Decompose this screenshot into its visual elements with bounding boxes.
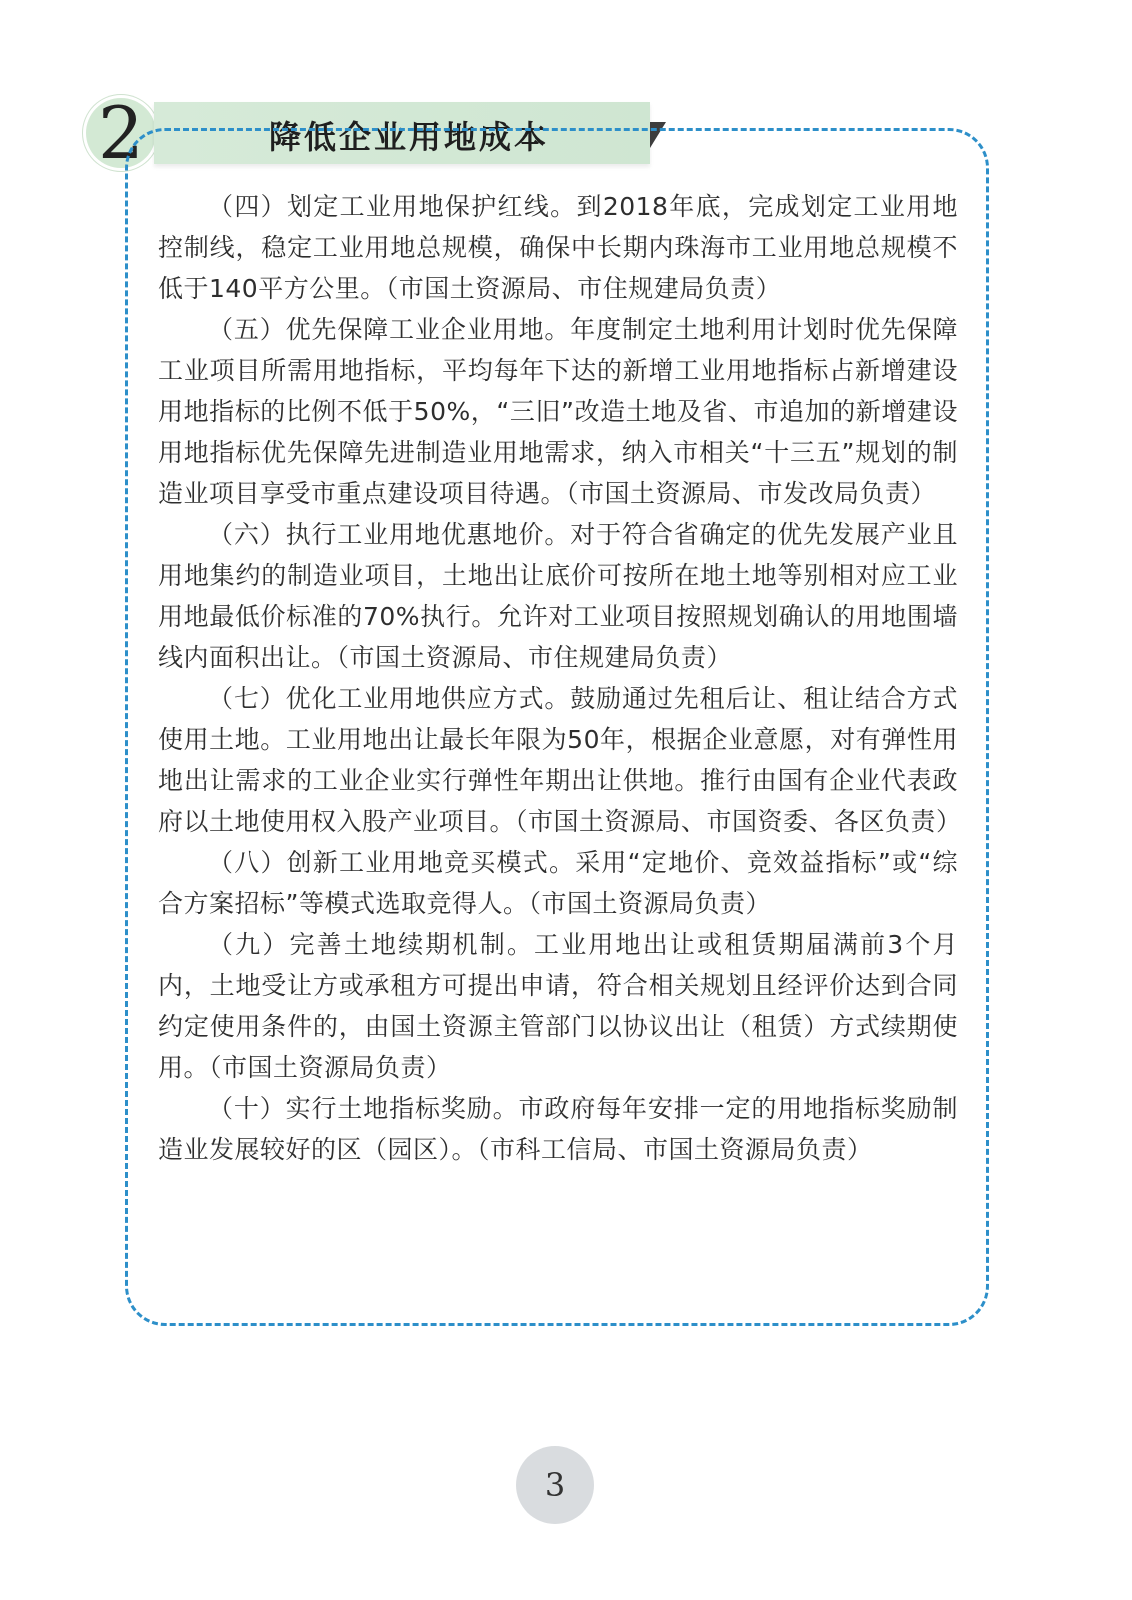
page-number: 3 xyxy=(544,1466,566,1504)
paragraph-8: （八）创新工业用地竞买模式。采用“定地价、竞效益指标”或“综合方案招标”等模式选取竞得人。（市国土资源局负责） xyxy=(158,848,958,918)
paragraph-4: （四）划定工业用地保护红线。到2018年底，完成划定工业用地控制线，稳定工业用地总规模，确保中长期内珠海市工业用地总规模不低于140平方公里。（市国土资源局、市住规建局负责） xyxy=(158,192,958,303)
page-number-badge xyxy=(516,1446,594,1524)
paragraph-9: （九）完善土地续期机制。工业用地出让或租赁期届满前3个月内，土地受让方或承租方可提出申请，符合相关规划且经评价达到合同约定使用条件的，由国土资源主管部门以协议出让（租赁）方式续期使用。（市国土资源局负责） xyxy=(158,930,958,1082)
section-number: 2 xyxy=(98,91,144,175)
paragraph-10: （十）实行土地指标奖励。市政府每年安排一定的用地指标奖励制造业发展较好的区（园区）。（市科工信局、市国土资源局负责） xyxy=(158,1094,958,1164)
paragraph-7: （七）优化工业用地供应方式。鼓励通过先租后让、租让结合方式使用土地。工业用地出让最长年限为50年，根据企业意愿，对有弹性用地出让需求的工业企业实行弹性年期出让供地。推行由国有企业代表政府以土地使用权入股产业项目。（市国土资源局、市国资委、各区负责） xyxy=(158,684,962,836)
section-title: 降低企业用地成本 xyxy=(269,118,550,156)
paragraph-6: （六）执行工业用地优惠地价。对于符合省确定的优先发展产业且用地集约的制造业项目，土地出让底价可按所在地土地等别相对应工业用地最低价标准的70%执行。允许对工业项目按照规划确认的用地围墙线内面积出让。（市国土资源局、市住规建局负责） xyxy=(158,520,958,672)
paragraph-5: （五）优先保障工业企业用地。年度制定土地利用计划时优先保障工业项目所需用地指标，平均每年下达的新增工业用地指标占新增建设用地指标的比例不低于50%，“三旧”改造土地及省、市追加的新增建设用地指标优先保障先进制造业用地需求，纳入市相关“十三五”规划的制造业项目享受市重点建设项目待遇。（市国土资源局、市发改局负责） xyxy=(158,315,958,508)
content-body xyxy=(158,186,962,1170)
